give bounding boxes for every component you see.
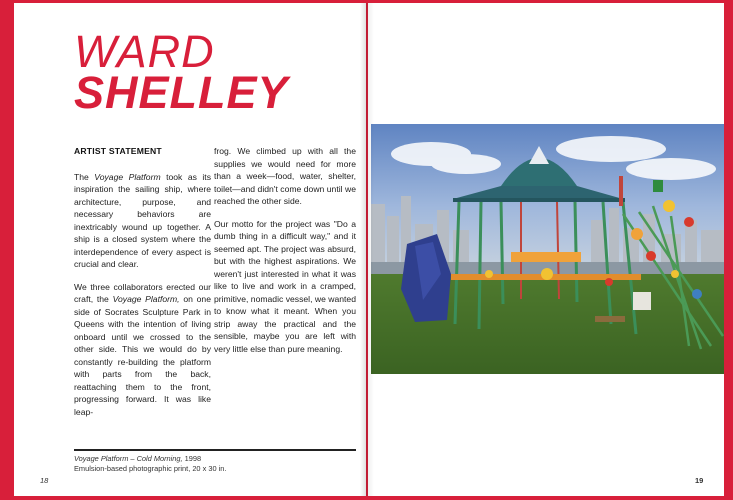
page-number-left: 18 (40, 476, 49, 485)
work-title-emphasis: Voyage Platform, (112, 294, 180, 304)
statement-paragraph-2 (74, 281, 211, 419)
artist-last-name: SHELLEY (74, 67, 289, 118)
hand-cart (595, 316, 625, 322)
statement-paragraph-3: frog. We climbed up with all the supplies we would need for more than a week—food, water, shelter, toilet—and didn't come down until we reached the other side. (214, 146, 356, 206)
statement-heading: ARTIST STATEMENT (74, 146, 162, 156)
paragraph-lead: The (74, 171, 95, 182)
statement-paragraph-1 (74, 171, 211, 271)
text-column-1 (74, 145, 211, 428)
text-column-2 (214, 145, 356, 365)
statement-paragraph-4: Our motto for the project was "Do a dumb thing in a difficult way," and it seemed apt. The project was absurd, but with the highest aspirations. We weren't just interested in what it was like to live and work in a cramped, primitive, nomadic vessel, we wanted to know what it meant. When you strip away the practical and the sensible, maybe you are left with very little else than pure meaning. (214, 218, 356, 354)
tank (633, 292, 651, 310)
caption-work-title: Voyage Platform – Cold Morning, (74, 454, 183, 463)
right-page (368, 3, 724, 496)
paragraph-rest: took as its inspiration the sailing ship, where architecture, purpose, and necessary behaviors are inextricably wound up together. A ship is a closed system where the interdependence of every aspect is crucial and clear. (74, 171, 211, 269)
left-page (14, 3, 366, 496)
caption-medium: Emulsion-based photographic print, 20 x 30 in. (74, 464, 227, 473)
image-caption (74, 454, 226, 474)
page-number-right: 19 (695, 476, 704, 485)
photo-illustration (371, 124, 724, 374)
artist-first-name: WARD (74, 26, 215, 77)
artwork-photograph (371, 124, 724, 374)
paragraph-rest: on one side of Socrates Sculpture Park in Queens with the intention of living onboard until we crossed to the other side. This we would do by constantly re-building the platform with parts from the back, reattaching them to the front, progressing forward. It was like leap- (74, 294, 211, 417)
caption-divider (74, 449, 356, 451)
caption-title-line (74, 454, 226, 464)
work-title-emphasis: Voyage Platform (94, 171, 161, 182)
caption-year: 1998 (182, 454, 202, 463)
paragraph-lead: We three collaborators erected our craft, the (74, 281, 211, 304)
